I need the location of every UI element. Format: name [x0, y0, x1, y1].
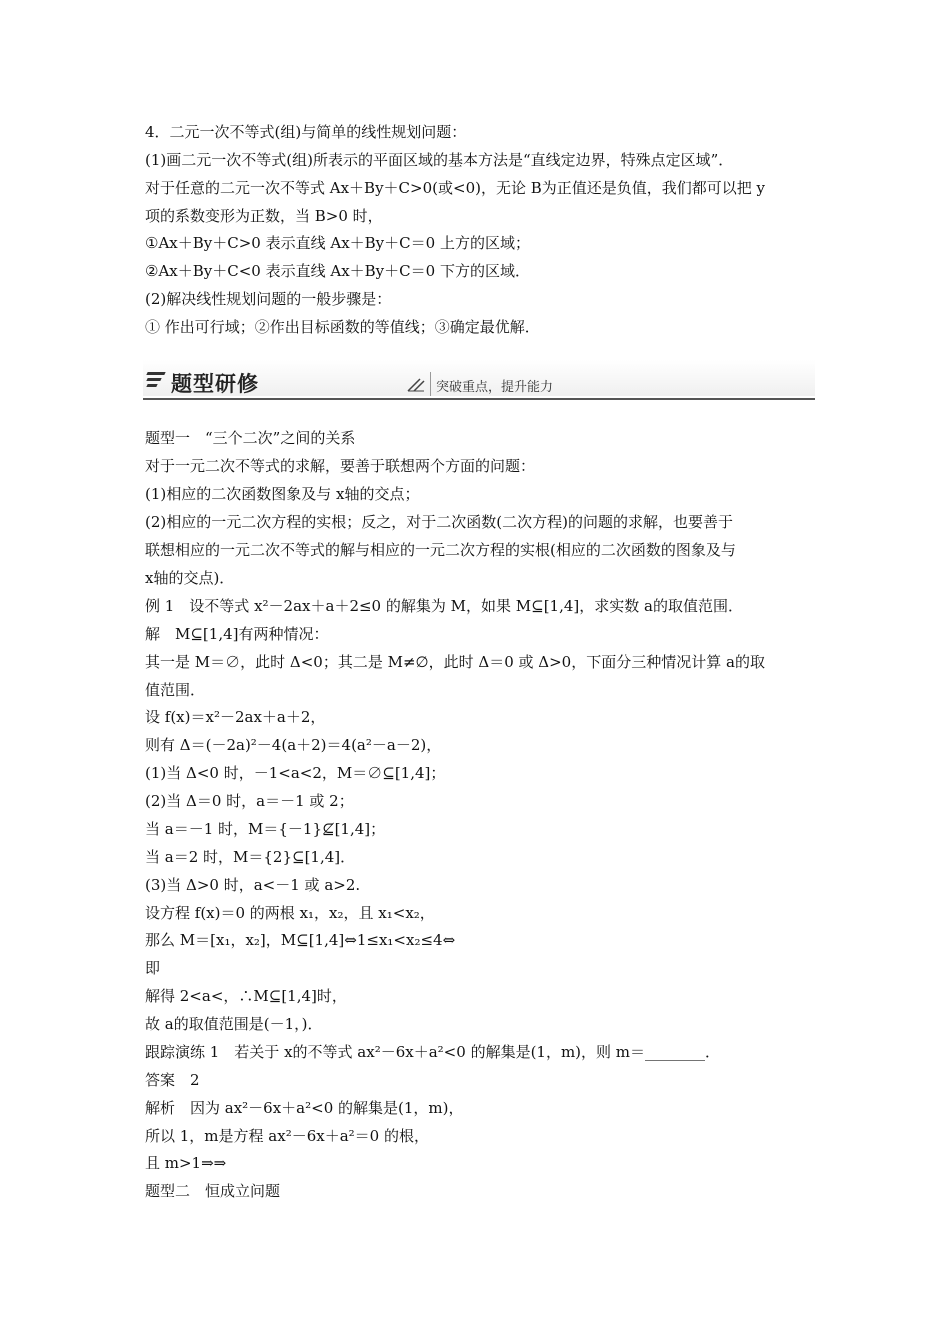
section-banner [143, 360, 815, 400]
text-line: 项的系数变形为正数，当 B>0 时， [145, 207, 383, 225]
text-line: 那么 M＝[x₁，x₂]，M⊆[1,4]⇔1≤x₁<x₂≤4⇔ [145, 931, 456, 949]
slash-mark-icon [406, 376, 426, 392]
text-line: 且 m>1⇒⇒ [145, 1154, 227, 1172]
text-line: 当 a＝－1 时，M＝{－1}⊈[1,4]； [145, 820, 386, 838]
text-line: 故 a的取值范围是(－1，)． [145, 1015, 323, 1033]
text-line: x轴的交点)． [145, 569, 235, 587]
text-line: 对于任意的二元一次不等式 Ax＋By＋C>0(或<0)，无论 B为正值还是负值，我们都可以把 y [145, 179, 765, 197]
text-line: 即 [145, 959, 161, 977]
text-line: 其一是 M＝∅，此时 Δ<0；其二是 M≠∅，此时 Δ＝0 或 Δ>0，下面分三种情况计算 a的取 [145, 653, 765, 671]
text-line: 解析 因为 ax²－6x＋a²<0 的解集是(1，m)， [145, 1099, 464, 1117]
banner-title: 题型研修 [171, 372, 259, 396]
text-line: 当 a＝2 时，M＝{2}⊆[1,4]． [145, 848, 356, 866]
text-line: (1)相应的二次函数图象及与 x轴的交点； [145, 485, 420, 503]
text-line: 解 M⊆[1,4]有两种情况： [145, 625, 329, 643]
text-line: 联想相应的一元二次不等式的解与相应的一元二次方程的实根(相应的二次函数的图象及与 [145, 541, 736, 559]
example-heading: 例 1 设不等式 x²－2ax＋a＋2≤0 的解集为 M，如果 M⊆[1,4]，求实数 a的取值范围． [145, 597, 743, 615]
exercise-heading: 跟踪演练 1 若关于 x的不等式 ax²－6x＋a²<0 的解集是(1，m)，则 m＝________． [145, 1043, 721, 1061]
text-line: (1)当 Δ<0 时，－1<a<2，M＝∅⊆[1,4]； [145, 764, 446, 782]
text-line: ①Ax＋By＋C>0 表示直线 Ax＋By＋C＝0 上方的区域； [145, 234, 530, 252]
text-line: (1)画二元一次不等式(组)所表示的平面区域的基本方法是“直线定边界，特殊点定区域”． [145, 151, 734, 169]
section-heading: 题型一 “三个二次”之间的关系 [145, 429, 356, 447]
banner-subtitle: 突破重点，提升能力 [436, 380, 554, 395]
text-line: 则有 Δ＝(－2a)²－4(a＋2)＝4(a²－a－2)， [145, 736, 442, 754]
section-heading: 题型二 恒成立问题 [145, 1182, 281, 1200]
text-line: (2)相应的一元二次方程的实根；反之，对于二次函数(二次方程)的问题的求解，也要善于 [145, 513, 733, 531]
text-line: (2)当 Δ＝0 时，a＝－1 或 2； [145, 792, 354, 810]
banner-divider [430, 372, 431, 396]
text-line: 值范围． [145, 681, 206, 699]
answer-line: 答案 2 [145, 1071, 200, 1089]
stripes-icon [147, 372, 167, 392]
text-line: (2)解决线性规划问题的一般步骤是： [145, 290, 392, 308]
text-line: 设 f(x)＝x²－2ax＋a＋2， [145, 708, 326, 726]
text-line: 解得 2<a<，∴M⊆[1,4]时， [145, 987, 347, 1005]
text-line: 对于一元二次不等式的求解，要善于联想两个方面的问题： [145, 457, 536, 475]
text-line: ②Ax＋By＋C<0 表示直线 Ax＋By＋C＝0 下方的区域． [145, 262, 530, 280]
text-line: (3)当 Δ>0 时，a<－1 或 a>2. [145, 876, 361, 894]
text-line: 设方程 f(x)＝0 的两根 x₁，x₂，且 x₁<x₂， [145, 904, 435, 922]
text-line: ① 作出可行域；②作出目标函数的等值线；③确定最优解． [145, 318, 540, 336]
text-line: 所以 1，m是方程 ax²－6x＋a²＝0 的根， [145, 1127, 429, 1145]
text-line: 4．二元一次不等式(组)与简单的线性规划问题： [145, 123, 467, 141]
